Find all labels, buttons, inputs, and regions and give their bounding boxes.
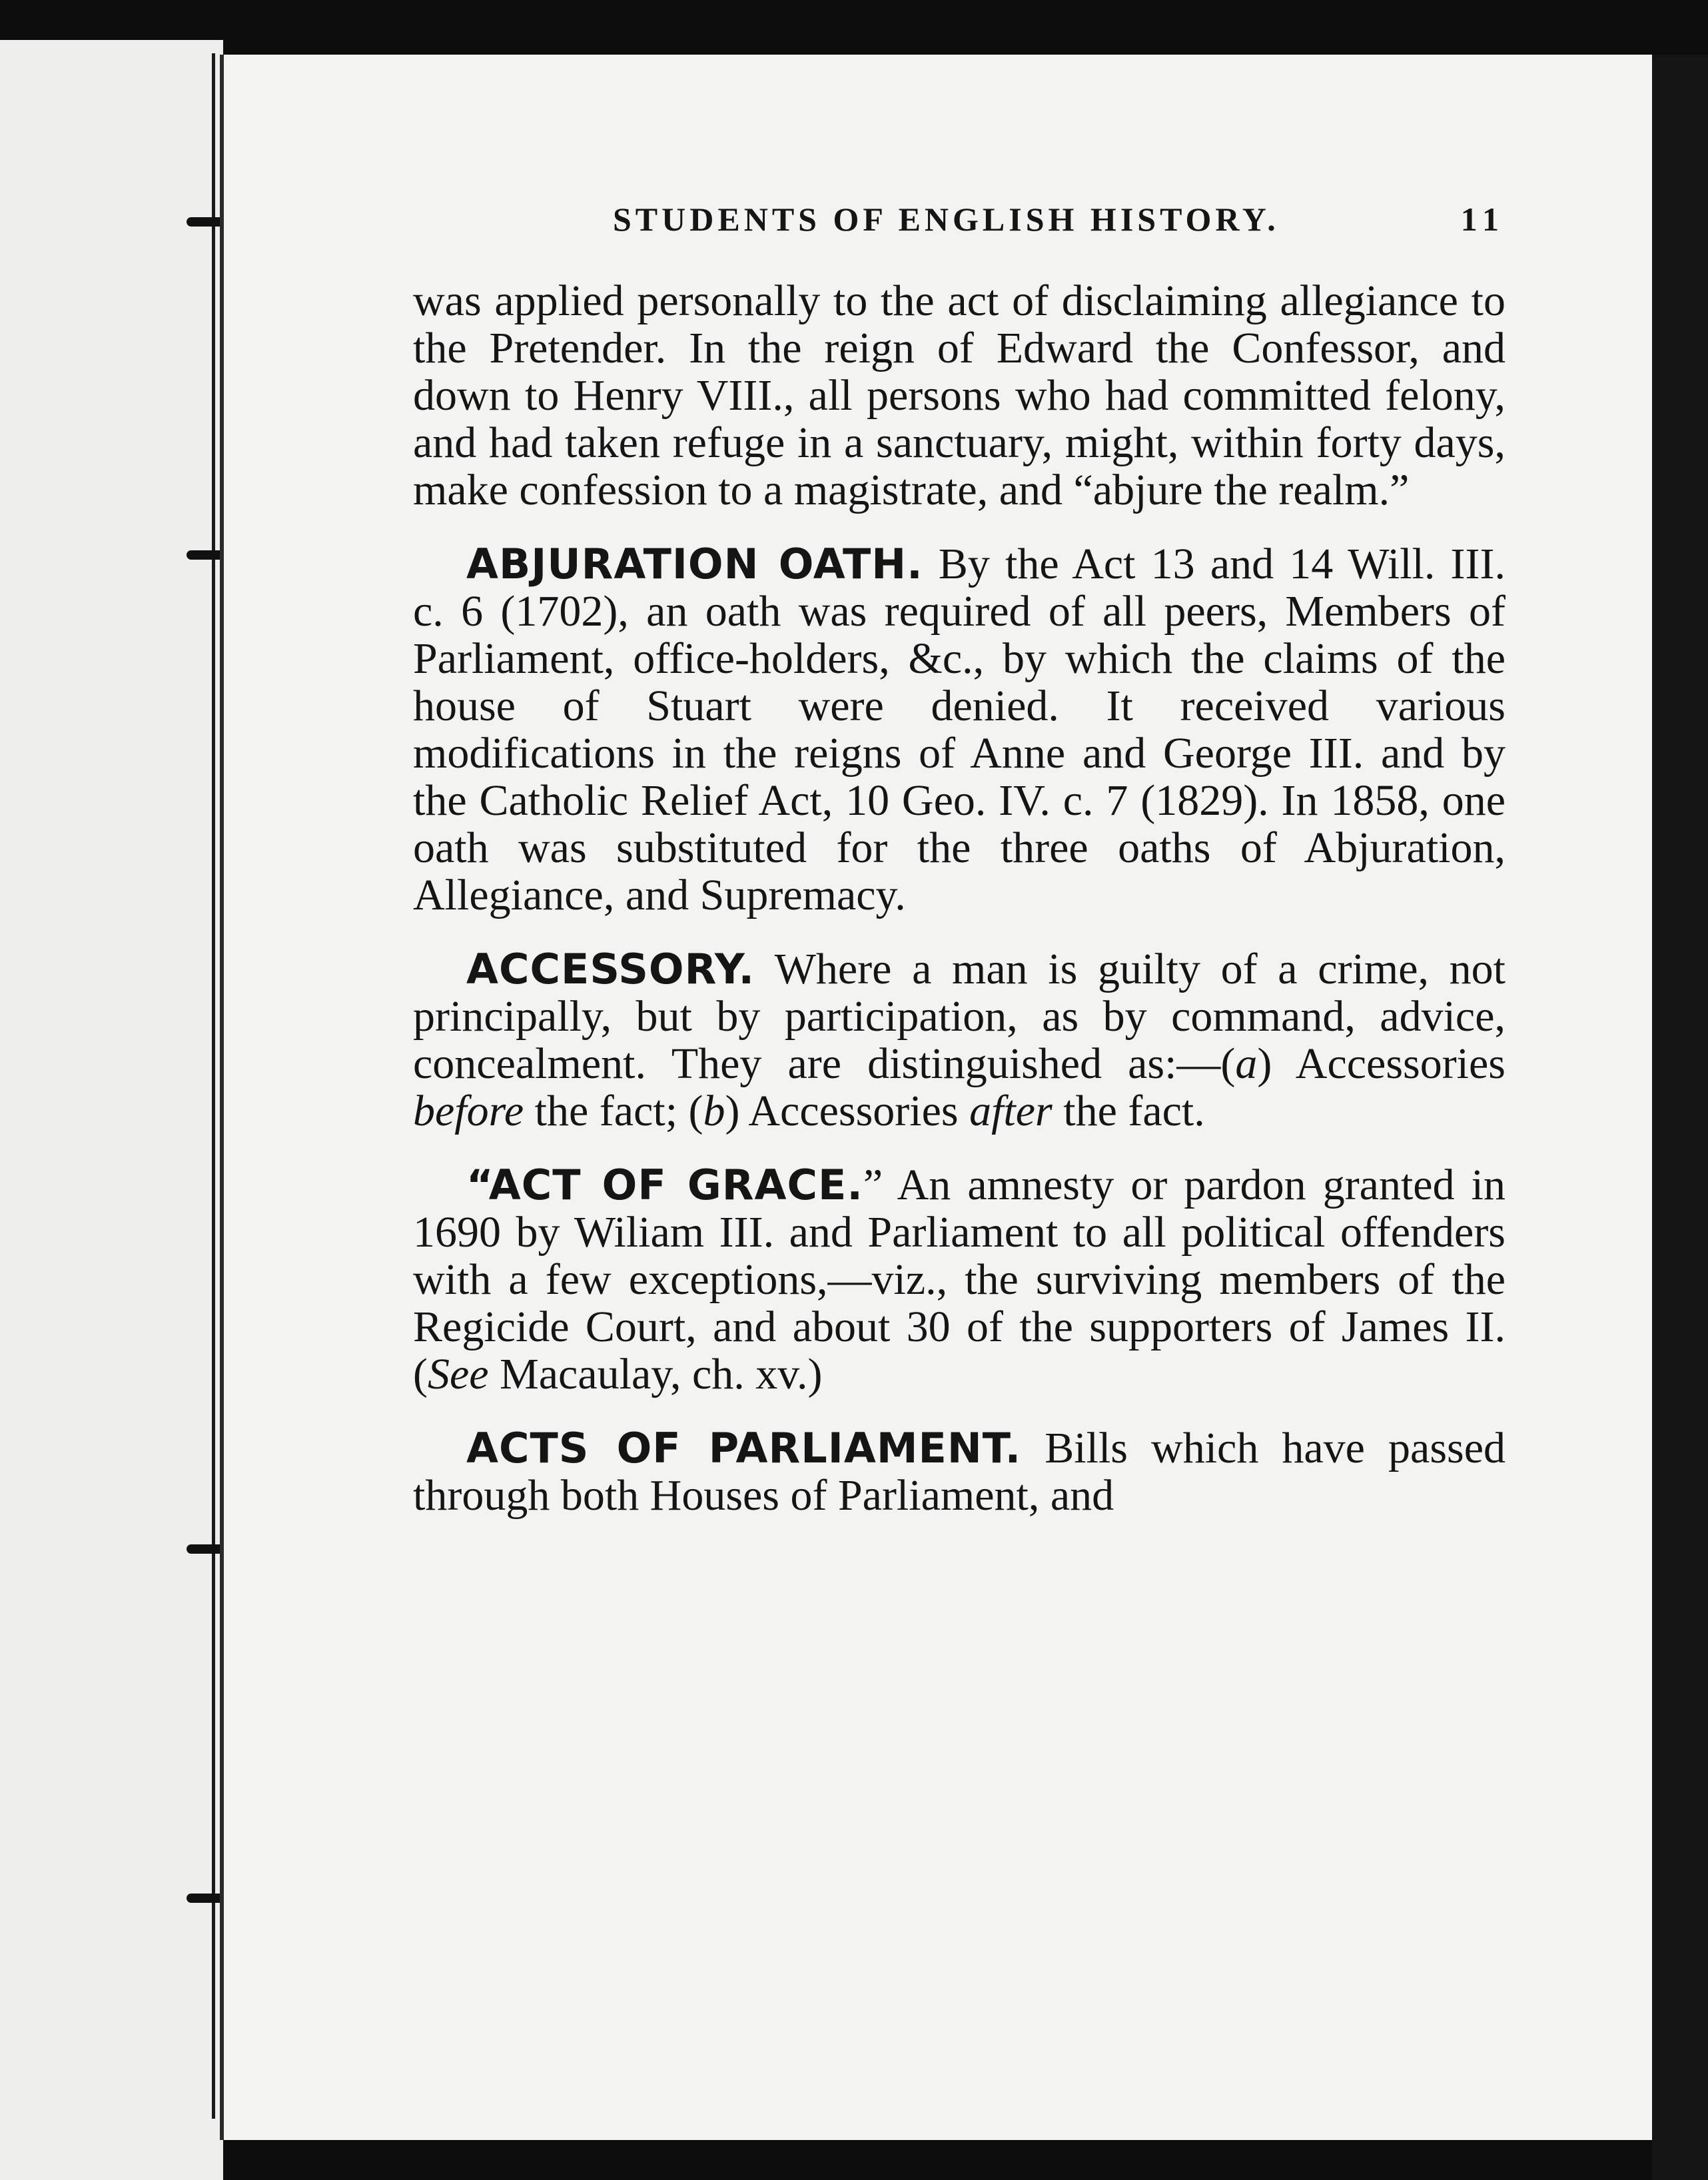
- entry-text: By the Act 13 and 14 Will. III. c. 6 (1702), an oath was required of all peers, Members of Parliament, office-holders, &c., by which the claims of the house of Stuart were denied. It received various modifications in the reigns of Anne and George III. and by the Catholic Relief Act, 10 Geo. IV. c. 7 (1829). In 1858, one oath was substituted for the three oaths of Abjuration, Allegiance, and Supremacy.: [413, 540, 1505, 919]
- entry-text: Where a man is guilty of a crime, not principally, but by participation, as by command, advice, concealment. They are distinguished as:—(: [413, 945, 1505, 1088]
- entry-text: the fact.: [1052, 1087, 1205, 1135]
- entry-act-of-grace: [413, 1161, 1505, 1398]
- page-number: 11: [1460, 201, 1505, 238]
- page-shadow-edge: [1652, 55, 1708, 2180]
- entry-close-quote: ”: [863, 1161, 883, 1209]
- list-label-a: a: [1235, 1039, 1258, 1088]
- entry-term: ABJURATION OATH.: [466, 540, 923, 588]
- page-text: [413, 200, 1505, 1546]
- entry-text: ) Accessories: [1257, 1039, 1505, 1088]
- entry-text: ) Accessories: [725, 1087, 970, 1135]
- emphasis-after: after: [969, 1087, 1053, 1135]
- running-header: [613, 200, 1505, 239]
- entry-text: An amnesty or pardon granted in 1690 by Wiliam III. and Parliament to all political offenders with a few exceptions,—viz., the surviving members of the Regicide Court, and about 30 of the supporters of James II. (: [413, 1161, 1505, 1398]
- list-label-b: b: [703, 1087, 725, 1135]
- emphasis-before: before: [413, 1087, 524, 1135]
- entry-open-quote: “: [466, 1161, 489, 1209]
- entry-term: ACTS OF PARLIAMENT.: [466, 1424, 1022, 1472]
- entry-term: ACT OF GRACE.: [488, 1161, 863, 1209]
- entry-text: Bills which have passed through both Houses of Parliament, and: [413, 1424, 1505, 1520]
- entry-acts-of-parliament: [413, 1424, 1505, 1519]
- continuation-paragraph: was applied personally to the act of disclaiming allegiance to the Pretender. In the reign of Edward the Confessor, and down to Henry VIII., all persons who had committed felony, and had taken refuge in a sanctuary, might, within forty days, make confession to a magistrate, and “abjure the realm.”: [413, 276, 1505, 514]
- entry-accessory: [413, 945, 1505, 1135]
- entry-text: Macaulay, ch. xv.): [488, 1350, 823, 1398]
- entry-text: the fact; (: [524, 1087, 703, 1135]
- page-edge-line: [212, 53, 215, 2119]
- left-page-margin: [0, 40, 223, 2180]
- running-title: STUDENTS OF ENGLISH HISTORY.: [613, 201, 1280, 238]
- entry-abjuration-oath: [413, 540, 1505, 919]
- entry-term: ACCESSORY.: [466, 945, 755, 993]
- emphasis-see: See: [427, 1350, 489, 1398]
